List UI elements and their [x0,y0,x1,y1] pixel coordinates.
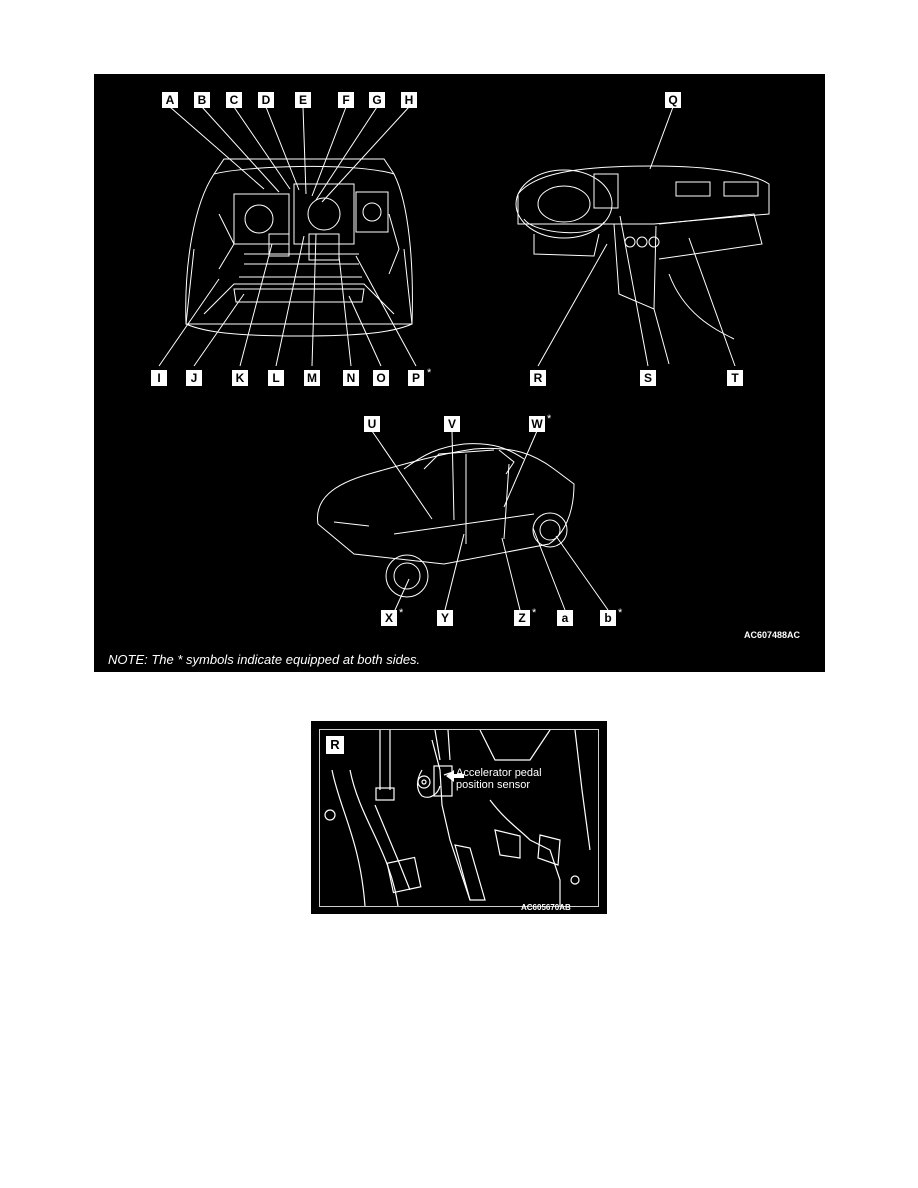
label-a: A [162,92,178,108]
label-x: X [381,610,397,626]
label-f: F [338,92,354,108]
label-r: R [530,370,546,386]
accelerator-pedal-sensor-callout [456,767,542,791]
label-l: L [268,370,284,386]
label-i: I [151,370,167,386]
star-z: * [532,607,537,619]
label-c: C [226,92,242,108]
detail-label-r: R [326,736,344,754]
label-y: Y [437,610,453,626]
label-t: T [727,370,743,386]
label-n: N [343,370,359,386]
star-b: * [618,607,623,619]
label-u: U [364,416,380,432]
star-p: * [427,367,432,379]
label-p: P [408,370,424,386]
label-k: K [232,370,248,386]
label-d: D [258,92,274,108]
star-w: * [547,413,552,425]
dashboard-leader-lines [538,107,735,366]
label-b-lower: b [600,610,616,626]
star-x: * [399,607,404,619]
callout-line-1: Accelerator pedal [456,767,542,779]
car-side-illustration [317,444,574,597]
engine-compartment-illustration [186,159,413,336]
label-h: H [401,92,417,108]
callout-line-2: position sensor [456,779,530,791]
label-q: Q [665,92,681,108]
label-z: Z [514,610,530,626]
label-a-lower: a [557,610,573,626]
label-m: M [304,370,320,386]
label-g: G [369,92,385,108]
label-j: J [186,370,202,386]
detail-diagram [311,721,607,914]
label-s: S [640,370,656,386]
label-o: O [373,370,389,386]
pedal-drawing [320,730,598,906]
detail-frame [319,729,599,912]
engine-leader-lines [159,107,416,366]
location-diagram [94,74,825,672]
label-v: V [444,416,460,432]
detail-figure-code: AC605670AB [521,903,571,912]
figure-code: AC607488AC [744,630,801,640]
note-text: NOTE: The * symbols indicate equipped at both sides. [108,652,421,667]
vehicle-drawing [94,74,825,672]
label-w: W [529,416,545,432]
label-b: B [194,92,210,108]
label-e: E [295,92,311,108]
